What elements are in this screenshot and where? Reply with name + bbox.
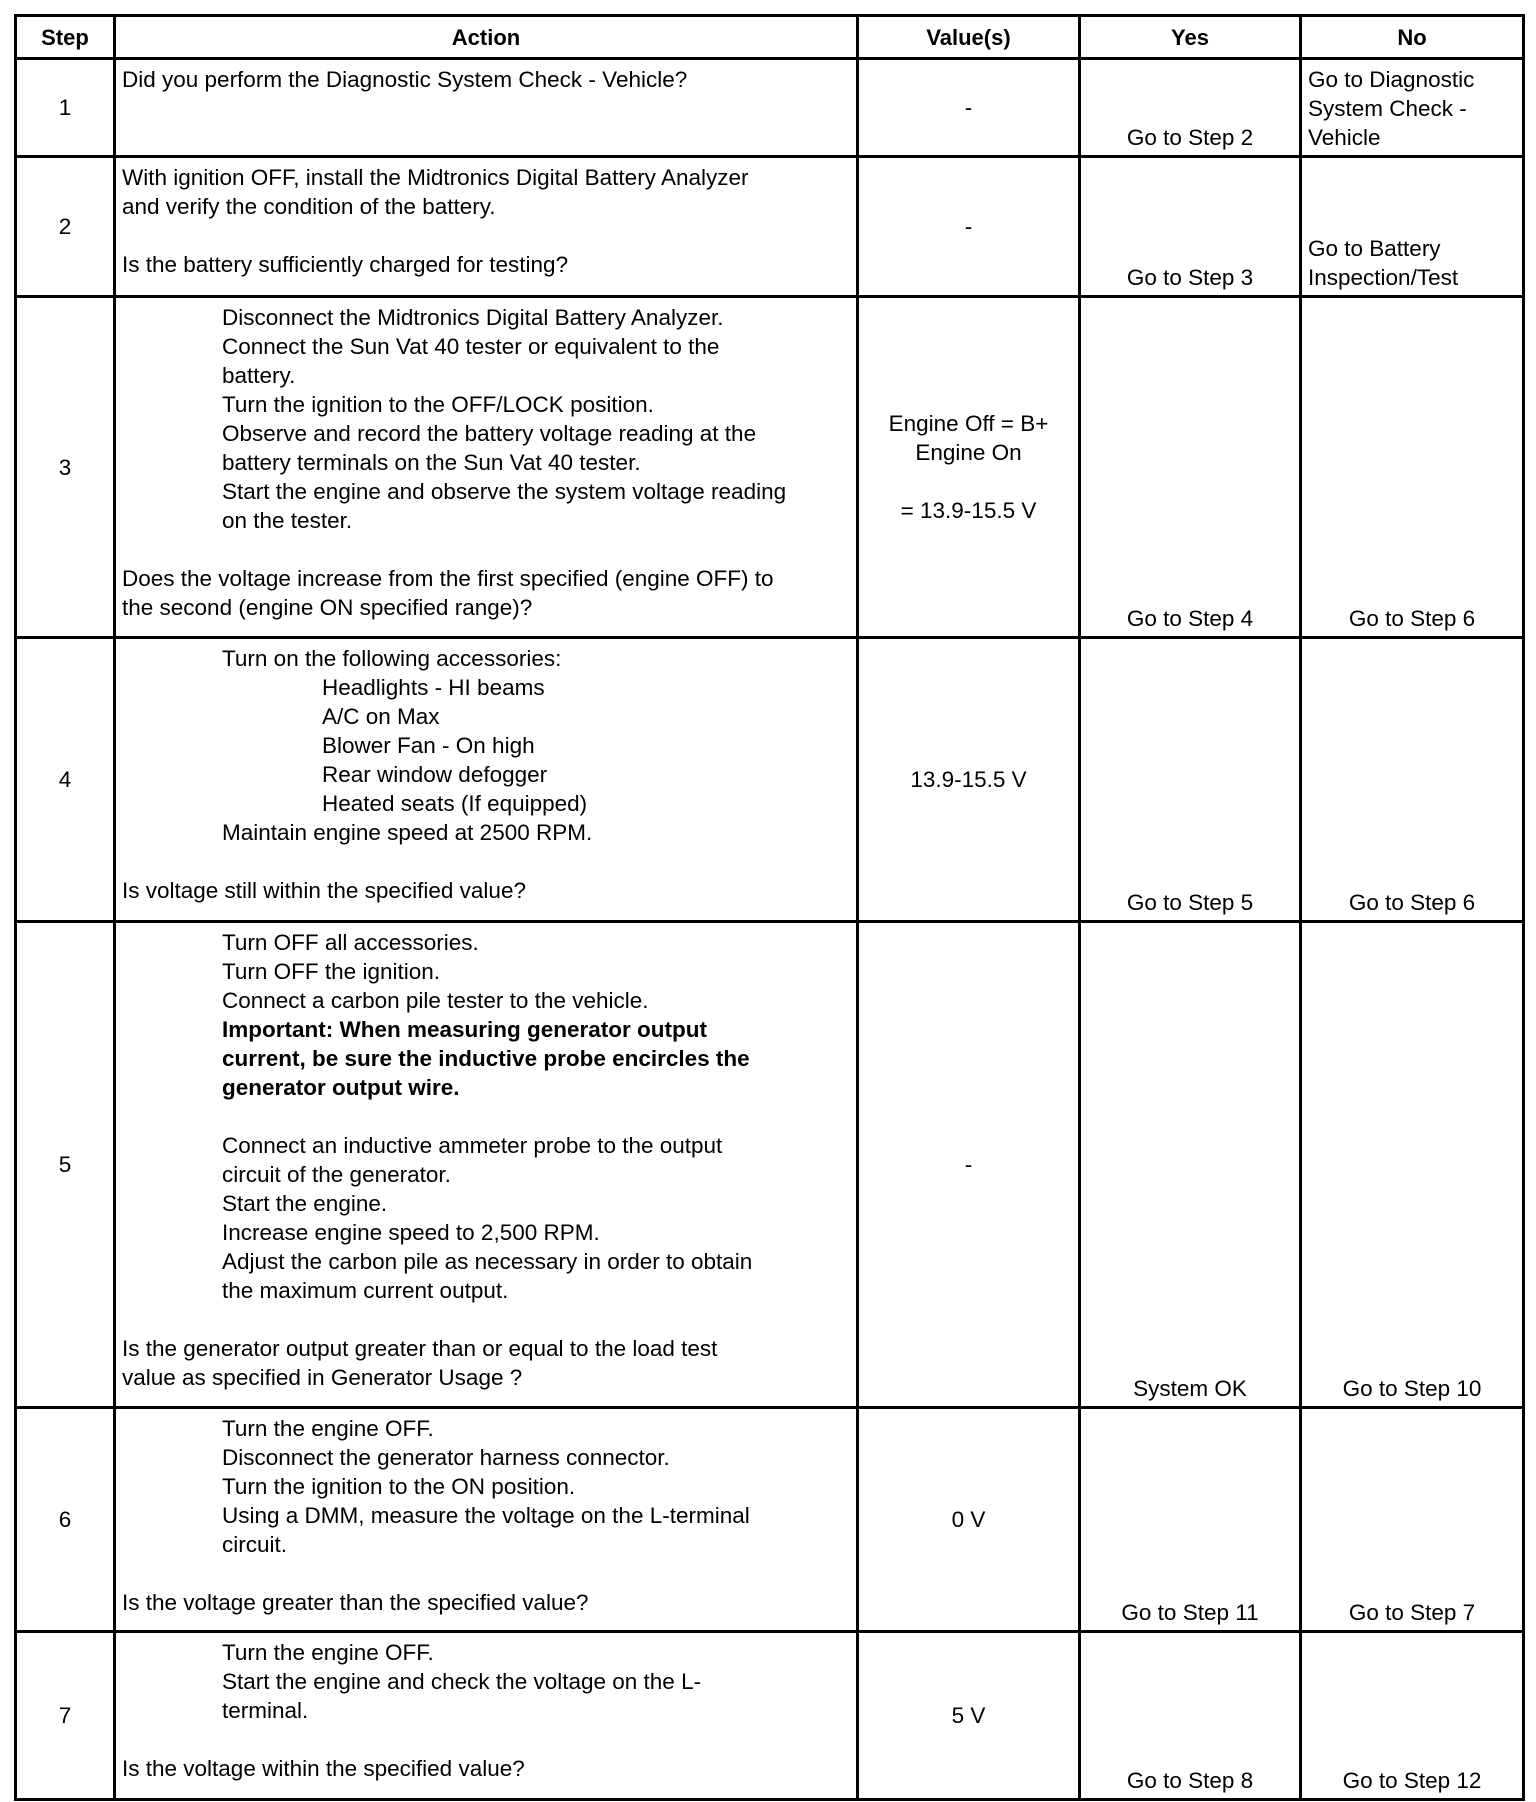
- action-line: With ignition OFF, install the Midtronics Digital Battery Analyzer: [122, 165, 749, 190]
- action-line: Turn the ignition to the OFF/LOCK position.: [222, 392, 654, 417]
- header-values: Value(s): [858, 16, 1080, 59]
- action-line: Using a DMM, measure the voltage on the L-terminal: [222, 1503, 750, 1528]
- value-line: -: [964, 214, 973, 239]
- action-line: Turn the engine OFF.: [222, 1640, 434, 1665]
- yes-cell: Go to Step 4: [1080, 297, 1301, 638]
- action-line: battery.: [222, 363, 296, 388]
- question-line: the second (engine ON specified range)?: [122, 595, 533, 620]
- no-cell: [1301, 1408, 1524, 1632]
- no-line: Go to Step 6: [1348, 890, 1476, 915]
- important-note: generator output wire.: [222, 1075, 460, 1100]
- value-line: Engine On: [915, 440, 1022, 465]
- action-line: Adjust the carbon pile as necessary in order to obtain: [222, 1249, 753, 1274]
- no-line: Go to Step 7: [1348, 1600, 1476, 1625]
- action-line: circuit.: [222, 1532, 288, 1557]
- action-line: and verify the condition of the battery.: [122, 194, 496, 219]
- value-line: -: [964, 95, 973, 120]
- action-line: terminal.: [222, 1698, 309, 1723]
- yes-cell: System OK: [1080, 922, 1301, 1408]
- header-row: [16, 16, 1524, 59]
- value-line: -: [964, 1152, 973, 1177]
- step-number: 1: [16, 59, 115, 157]
- yes-cell: Go to Step 3: [1080, 157, 1301, 297]
- action-cell: [115, 1408, 858, 1632]
- step-number: 6: [16, 1408, 115, 1632]
- value-line: 5 V: [951, 1703, 986, 1728]
- question-line: Is voltage still within the specified value?: [122, 878, 526, 903]
- action-cell: [115, 638, 858, 922]
- action-cell: [115, 297, 858, 638]
- action-line: circuit of the generator.: [222, 1162, 451, 1187]
- value-cell: [858, 157, 1080, 297]
- action-line: Did you perform the Diagnostic System Check - Vehicle?: [122, 67, 688, 92]
- important-note: Important: When measuring generator output: [222, 1017, 708, 1042]
- action-line: Turn OFF all accessories.: [222, 930, 479, 955]
- header-yes: Yes: [1080, 16, 1301, 59]
- action-line: on the tester.: [222, 508, 353, 533]
- no-cell: [1301, 59, 1524, 157]
- action-line: Start the engine and check the voltage on the L-: [222, 1669, 702, 1694]
- action-line: Turn on the following accessories:: [222, 646, 562, 671]
- no-line: Go to Step 12: [1342, 1768, 1482, 1793]
- value-line: 13.9-15.5 V: [910, 767, 1027, 792]
- yes-cell: Go to Step 5: [1080, 638, 1301, 922]
- table-row-step-7: [16, 1632, 1524, 1800]
- question-line: Is the voltage within the specified value?: [122, 1756, 525, 1781]
- no-line: Go to Step 10: [1342, 1376, 1482, 1401]
- accessory-item: Blower Fan - On high: [322, 733, 535, 758]
- step-number: 3: [16, 297, 115, 638]
- value-cell: [858, 59, 1080, 157]
- action-line: Disconnect the generator harness connector.: [222, 1445, 670, 1470]
- no-line: Go to Diagnostic: [1308, 67, 1475, 92]
- no-cell: [1301, 638, 1524, 922]
- action-line: Disconnect the Midtronics Digital Battery Analyzer.: [222, 305, 724, 330]
- action-line: battery terminals on the Sun Vat 40 tester.: [222, 450, 641, 475]
- accessory-item: Heated seats (If equipped): [322, 791, 588, 816]
- action-line: Start the engine and observe the system voltage reading: [222, 479, 787, 504]
- value-cell: [858, 922, 1080, 1408]
- table-row-step-4: [16, 638, 1524, 922]
- step-number: 2: [16, 157, 115, 297]
- no-line: Go to Battery: [1308, 236, 1441, 261]
- no-cell: [1301, 157, 1524, 297]
- action-line: Observe and record the battery voltage reading at the: [222, 421, 757, 446]
- action-line: Increase engine speed to 2,500 RPM.: [222, 1220, 600, 1245]
- value-line: 0 V: [951, 1507, 986, 1532]
- action-line: Turn the ignition to the ON position.: [222, 1474, 576, 1499]
- table-row-step-3: [16, 297, 1524, 638]
- no-cell: [1301, 297, 1524, 638]
- question-line: Is the generator output greater than or equal to the load test: [122, 1336, 718, 1361]
- value-cell: [858, 297, 1080, 638]
- value-cell: [858, 1408, 1080, 1632]
- action-cell: [115, 1632, 858, 1800]
- table-row-step-6: [16, 1408, 1524, 1632]
- action-line: Connect the Sun Vat 40 tester or equivalent to the: [222, 334, 720, 359]
- action-line: Connect an inductive ammeter probe to the output: [222, 1133, 723, 1158]
- no-cell: [1301, 922, 1524, 1408]
- no-line: Go to Step 6: [1348, 606, 1476, 631]
- value-line: = 13.9-15.5 V: [900, 498, 1037, 523]
- value-cell: [858, 1632, 1080, 1800]
- action-line: Turn OFF the ignition.: [222, 959, 441, 984]
- question-line: Does the voltage increase from the first specified (engine OFF) to: [122, 566, 774, 591]
- important-note: current, be sure the inductive probe encircles the: [222, 1046, 750, 1071]
- diagnostic-table: [14, 14, 1525, 1801]
- header-no: No: [1301, 16, 1524, 59]
- header-action: Action: [115, 16, 858, 59]
- question-line: Is the voltage greater than the specified value?: [122, 1590, 589, 1615]
- action-line: Connect a carbon pile tester to the vehicle.: [222, 988, 649, 1013]
- question-line: Is the battery sufficiently charged for testing?: [122, 252, 569, 277]
- accessory-item: Rear window defogger: [322, 762, 548, 787]
- no-cell: [1301, 1632, 1524, 1800]
- accessory-item: A/C on Max: [322, 704, 440, 729]
- action-cell: [115, 59, 858, 157]
- no-line: Vehicle: [1308, 125, 1381, 150]
- action-line: Turn the engine OFF.: [222, 1416, 434, 1441]
- action-line: Maintain engine speed at 2500 RPM.: [222, 820, 593, 845]
- value-cell: [858, 638, 1080, 922]
- no-line: Inspection/Test: [1308, 265, 1459, 290]
- action-line: the maximum current output.: [222, 1278, 509, 1303]
- header-step: Step: [16, 16, 115, 59]
- table-row-step-5: [16, 922, 1524, 1408]
- table-row-step-1: [16, 59, 1524, 157]
- yes-cell: Go to Step 2: [1080, 59, 1301, 157]
- action-line: Start the engine.: [222, 1191, 388, 1216]
- action-cell: [115, 157, 858, 297]
- action-cell: [115, 922, 858, 1408]
- question-line: value as specified in Generator Usage ?: [122, 1365, 523, 1390]
- table-row-step-2: [16, 157, 1524, 297]
- yes-cell: Go to Step 11: [1080, 1408, 1301, 1632]
- step-number: 4: [16, 638, 115, 922]
- yes-cell: Go to Step 8: [1080, 1632, 1301, 1800]
- step-number: 7: [16, 1632, 115, 1800]
- accessory-item: Headlights - HI beams: [322, 675, 545, 700]
- value-line: Engine Off = B+: [888, 411, 1049, 436]
- no-line: System Check -: [1308, 96, 1467, 121]
- step-number: 5: [16, 922, 115, 1408]
